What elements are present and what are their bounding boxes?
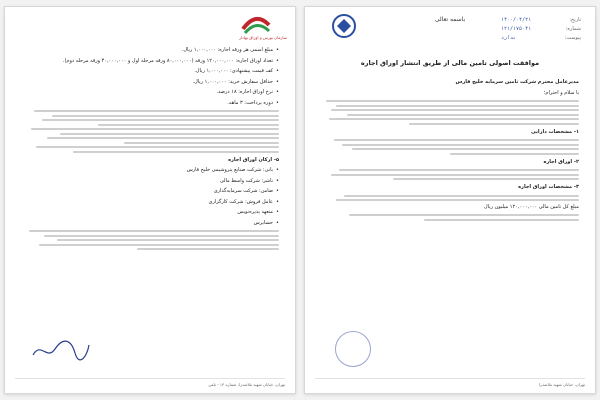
bullet-item: • نرخ اوراق اجاره: ۱۸ درصد. [21, 89, 279, 97]
attach-value: ندارد [501, 35, 517, 41]
logo-text: سازمان بورس و اوراق بهادار [238, 35, 287, 40]
section-item: • حسابرس [21, 220, 279, 228]
section-item: • عامل فروش: شرکت کارگزاری [21, 199, 279, 207]
bullet-item: • حداقل سفارش خرید: ۱,۰۰۰,۰۰۰ ریال. [21, 79, 279, 87]
sec-logo [225, 13, 287, 40]
company-logo [313, 13, 375, 39]
date-value: ۱۴۰۰/۰۴/۲۱ [501, 17, 532, 23]
right-body [321, 75, 579, 223]
attach-label: پیوست: [564, 35, 581, 41]
bullet-item: • تعداد اوراق اجاره: ۱۲۰,۰۰۰,۰۰۰ ورقه (۸۰,۰۰۰,۰۰۰ ورقه مرحله اول و ۴۰,۰۰۰,۰۰۰ ورقه مرحله دوم). [21, 58, 279, 66]
page-footer [315, 378, 585, 387]
page-footer [15, 378, 285, 387]
date-label: تاریخ: [569, 17, 581, 23]
salutation: مدیرعامل محترم شرکت تامین سرمایه خلیج فارس [455, 79, 579, 85]
section-title: ۳- مشخصات اوراق اجاره [518, 184, 579, 190]
footer-text: تهران، خیابان شهید ملاصدرا، شماره ۱۳ - تلفن [208, 382, 285, 387]
section-title: ۵- ارکان اوراق اجاره [228, 156, 279, 163]
amount-sentence: مبلغ کل تامین مالی ۱۲۰,۰۰۰,۰۰۰ میلیون ریال [484, 203, 579, 210]
document-page-right [304, 6, 596, 394]
bullet-item: • کف قیمت پیشنهادی: ۱,۰۰۰,۰۰۰ ریال. [21, 68, 279, 76]
handwritten-signature [31, 337, 91, 363]
section-item: • ضامن: شرکت سرمایه‌گذاری [21, 188, 279, 196]
number-label: شماره: [565, 26, 581, 32]
number-value: ۱۲۱/۱۷۵۰۴۱ [501, 26, 532, 32]
section-item: • متعهد پذیره‌نویس [21, 209, 279, 217]
section-item: • ناشر: شرکت واسط مالی [21, 178, 279, 186]
greeting: با سلام و احترام؛ [543, 89, 579, 96]
bullet-item: • دوره پرداخت: ۳ ماهه. [21, 100, 279, 108]
bullet-item: • مبلغ اسمی هر ورقه اجاره: ۱,۰۰۰,۰۰۰ ریال. [21, 47, 279, 55]
left-body [21, 47, 279, 253]
footer-text: تهران، خیابان شهید ملاصدرا [538, 382, 585, 387]
company-logo-icon [329, 13, 359, 39]
section-title: ۱- مشخصات دارایی [530, 128, 579, 135]
section-item: • بانی: شرکت صنایع پتروشیمی خلیج فارس [21, 167, 279, 175]
official-stamp [335, 331, 371, 367]
letter-subject: موافقت اصولی تامین مالی از طریق انتشار اوراق اجاره [360, 59, 540, 67]
document-page-left [4, 6, 296, 394]
section-title: ۲- اوراق اجاره [543, 158, 579, 165]
sec-logo-icon [239, 13, 273, 35]
header-title: باسمه تعالی [434, 16, 466, 23]
letter-meta [501, 17, 581, 44]
